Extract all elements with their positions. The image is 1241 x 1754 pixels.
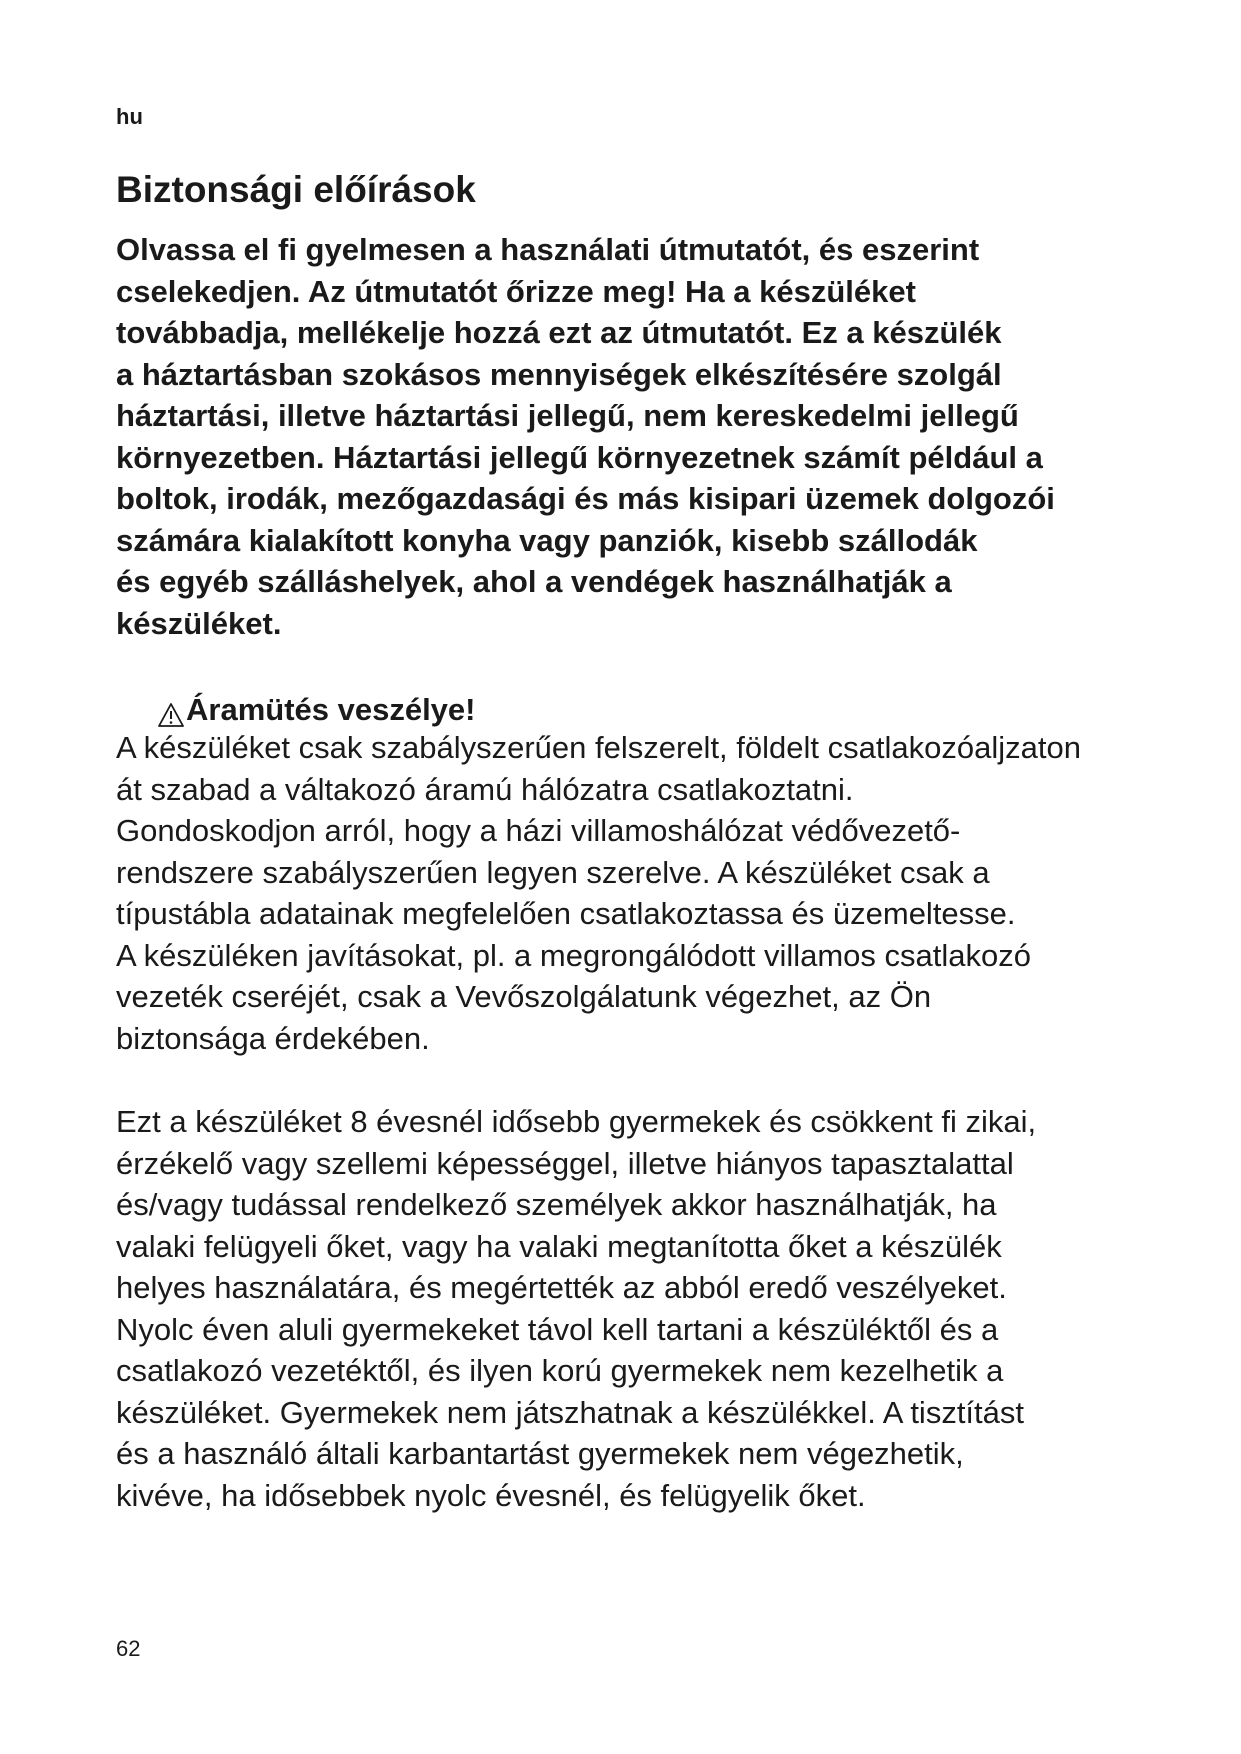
paragraph-line: Ezt a készüléket 8 évesnél idősebb gyermekek és csökkent fi zikai, xyxy=(116,1104,1037,1139)
paragraph-line: és/vagy tudással rendelkező személyek akkor használhatják, ha xyxy=(116,1187,997,1222)
intro-line: Olvassa el fi gyelmesen a használati útmutatót, és eszerint xyxy=(116,232,980,267)
paragraph-line: biztonsága érdekében. xyxy=(116,1020,430,1056)
intro-line: a háztartásban szokásos mennyiségek elkészítésére szolgál xyxy=(116,356,1002,392)
paragraph-line: A készüléket csak szabályszerűen felszerelt, földelt csatlakozóaljzaton xyxy=(116,730,1081,765)
paragraph-line: Nyolc éven aluli gyermekeket távol kell tartani a készüléktől és a xyxy=(116,1311,999,1347)
paragraph-line: Gondoskodjon arról, hogy a házi villamoshálózat védővezető- xyxy=(116,813,961,848)
paragraph-line: rendszere szabályszerűen legyen szerelve. A készüléket csak a xyxy=(116,854,990,890)
intro-line: továbbadja, mellékelje hozzá ezt az útmutatót. Ez a készülék xyxy=(116,315,1002,350)
paragraph-line: érzékelő vagy szellemi képességgel, illetve hiányos tapasztalattal xyxy=(116,1145,1014,1181)
paragraph-line: A készüléken javításokat, pl. a megrongálódott villamos csatlakozó xyxy=(116,937,1031,973)
electric-safety-paragraph xyxy=(116,727,1146,1059)
paragraph-line: készüléket. Gyermekek nem játszhatnak a készülékkel. A tisztítást xyxy=(116,1394,1025,1430)
language-code: hu xyxy=(116,104,143,129)
warning-heading-text: Áramütés veszélye! xyxy=(186,692,476,727)
intro-line: háztartási, illetve háztartási jellegű, nem kereskedelmi jellegű xyxy=(116,398,1019,433)
page-title: Biztonsági előírások xyxy=(116,169,476,210)
paragraph-line: helyes használatára, és megértették az abból eredő veszélyeket. xyxy=(116,1270,1007,1305)
paragraph-line: vezeték cseréjét, csak a Vevőszolgálatunk végezhet, az Ön xyxy=(116,979,932,1014)
intro-line: és egyéb szálláshelyek, ahol a vendégek használhatják a xyxy=(116,564,952,599)
paragraph-line: típustábla adatainak megfelelően csatlakoztassa és üzemeltesse. xyxy=(116,896,1016,931)
intro-line: környezetben. Háztartási jellegű környezetnek számít például a xyxy=(116,439,1043,475)
intro-line: boltok, irodák, mezőgazdasági és más kisipari üzemek dolgozói xyxy=(116,481,1055,516)
page-number: 62 xyxy=(116,1636,141,1661)
intro-line: cselekedjen. Az útmutatót őrizze meg! Ha a készüléket xyxy=(116,273,916,309)
children-safety-paragraph xyxy=(116,1101,1146,1516)
warning-triangle-icon xyxy=(158,697,184,723)
intro-line: készüléket. xyxy=(116,605,282,641)
paragraph-line: csatlakozó vezetéktől, és ilyen korú gyermekek nem kezelhetik a xyxy=(116,1353,1004,1388)
intro-line: számára kialakított konyha vagy panziók, kisebb szállodák xyxy=(116,522,978,558)
warning-heading xyxy=(158,689,476,730)
paragraph-line: és a használó általi karbantartást gyermekek nem végezhetik, xyxy=(116,1436,964,1471)
paragraph-line: át szabad a váltakozó áramú hálózatra csatlakoztatni. xyxy=(116,771,854,807)
intro-paragraph xyxy=(116,229,1146,644)
paragraph-line: kivéve, ha idősebbek nyolc évesnél, és felügyelik őket. xyxy=(116,1477,866,1513)
paragraph-line: valaki felügyeli őket, vagy ha valaki megtanította őket a készülék xyxy=(116,1228,1002,1264)
